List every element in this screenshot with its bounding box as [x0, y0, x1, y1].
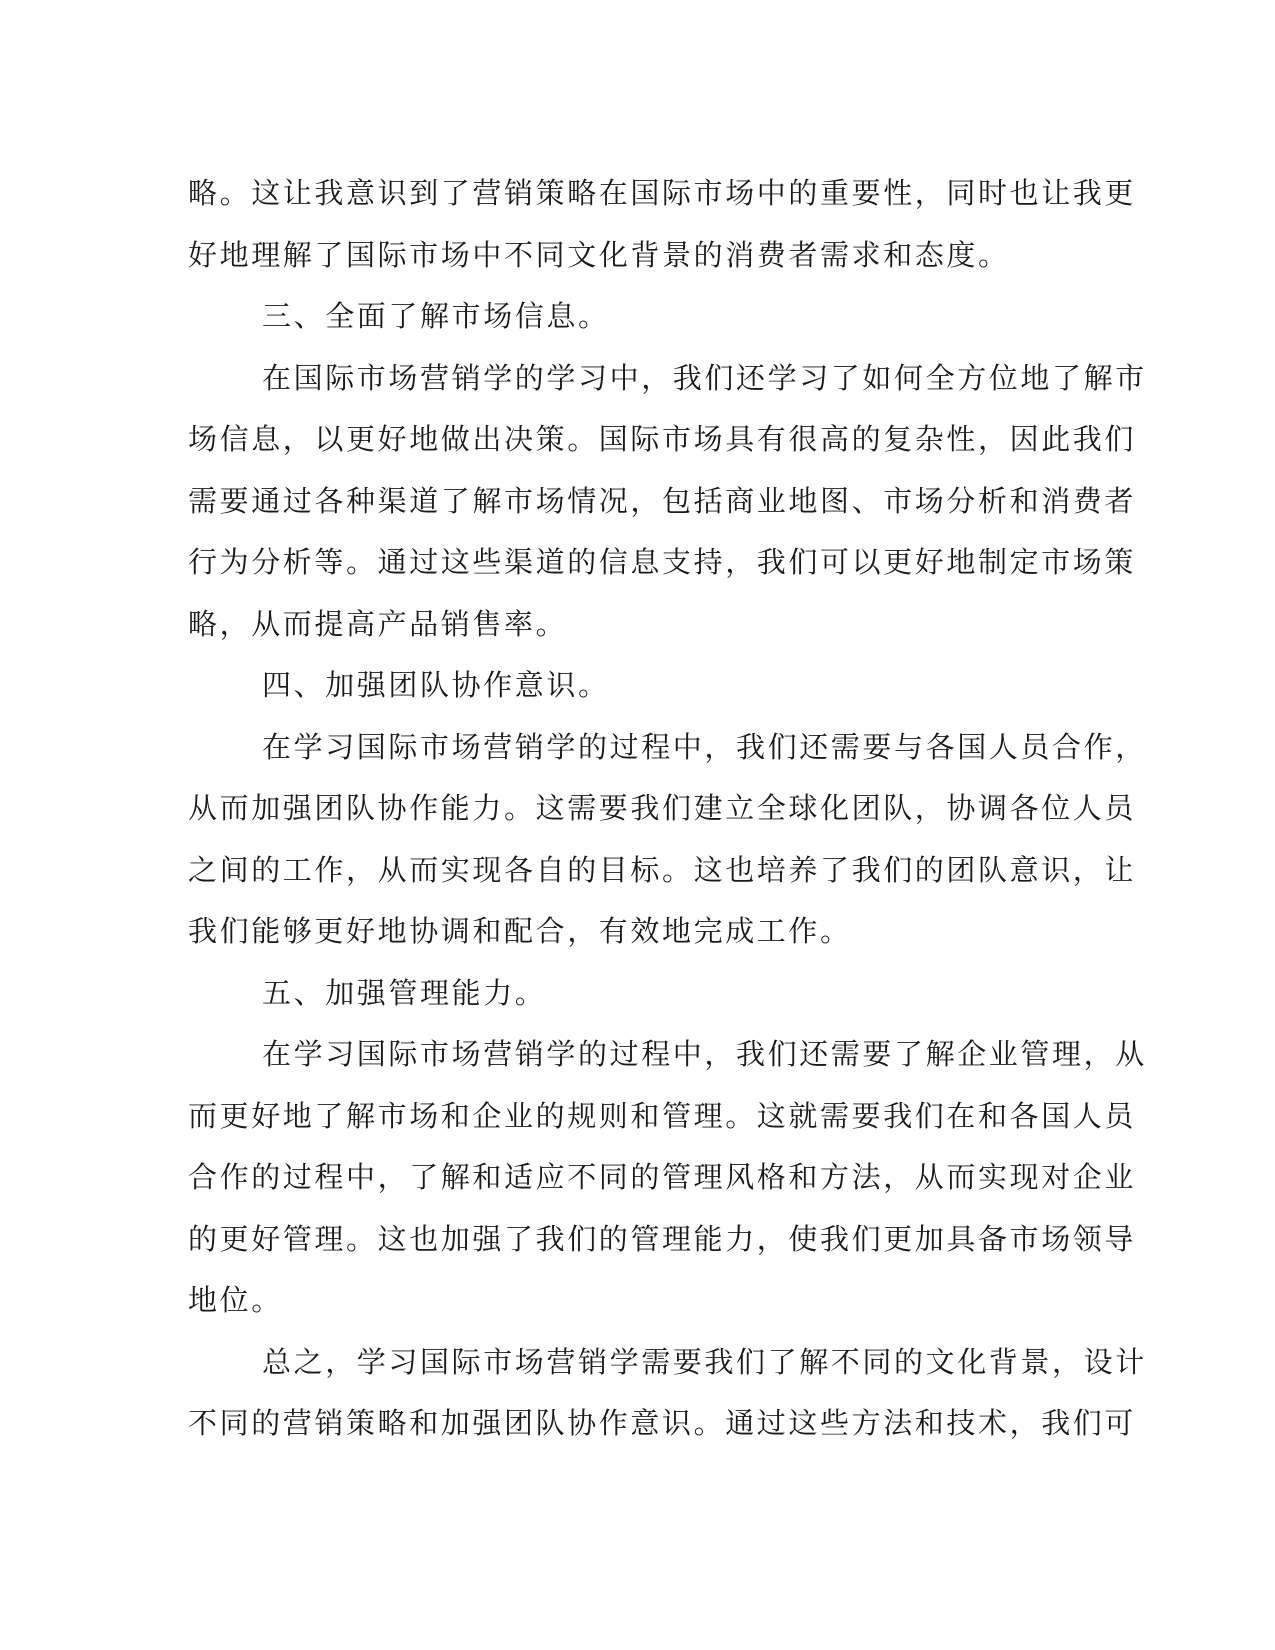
paragraph-line: 的更好管理。这也加强了我们的管理能力，使我们更加具备市场领导 [188, 1221, 1137, 1256]
paragraph-line: 在学习国际市场营销学的过程中，我们还需要与各国人员合作， [262, 729, 1147, 764]
paragraph-line: 需要通过各种渠道了解市场情况，包括商业地图、市场分析和消费者 [188, 483, 1137, 518]
section-heading: 四、加强团队协作意识。 [262, 668, 610, 702]
paragraph-line: 在国际市场营销学的学习中，我们还学习了如何全方位地了解市 [262, 360, 1147, 395]
paragraph-line: 在学习国际市场营销学的过程中，我们还需要了解企业管理，从 [262, 1037, 1147, 1071]
paragraph-line: 从而加强团队协作能力。这需要我们建立全球化团队，协调各位人员 [188, 791, 1137, 825]
paragraph-line: 略，从而提高产品销售率。 [188, 606, 568, 641]
paragraph-line: 合作的过程中，了解和适应不同的管理风格和方法，从而实现对企业 [188, 1160, 1137, 1194]
paragraph-line: 地位。 [188, 1283, 283, 1317]
paragraph-line: 总之，学习国际市场营销学需要我们了解不同的文化背景，设计 [262, 1344, 1147, 1379]
paragraph-line: 而更好地了解市场和企业的规则和管理。这就需要我们在和各国人员 [188, 1098, 1137, 1133]
paragraph-line: 之间的工作，从而实现各自的目标。这也培养了我们的团队意识，让 [188, 852, 1137, 887]
paragraph-line: 行为分析等。通过这些渠道的信息支持，我们可以更好地制定市场策 [188, 545, 1137, 579]
document-body [188, 163, 1147, 1455]
section-heading: 五、加强管理能力。 [262, 975, 547, 1010]
paragraph-line: 略。这让我意识到了营销策略在国际市场中的重要性，同时也让我更 [188, 176, 1137, 210]
paragraph-line: 好地理解了国际市场中不同文化背景的消费者需求和态度。 [188, 237, 1010, 272]
paragraph-line: 我们能够更好地协调和配合，有效地完成工作。 [188, 914, 852, 948]
paragraph-line: 场信息，以更好地做出决策。国际市场具有很高的复杂性，因此我们 [188, 422, 1137, 456]
paragraph-line: 不同的营销策略和加强团队协作意识。通过这些方法和技术，我们可 [188, 1406, 1137, 1440]
section-heading: 三、全面了解市场信息。 [262, 299, 610, 333]
